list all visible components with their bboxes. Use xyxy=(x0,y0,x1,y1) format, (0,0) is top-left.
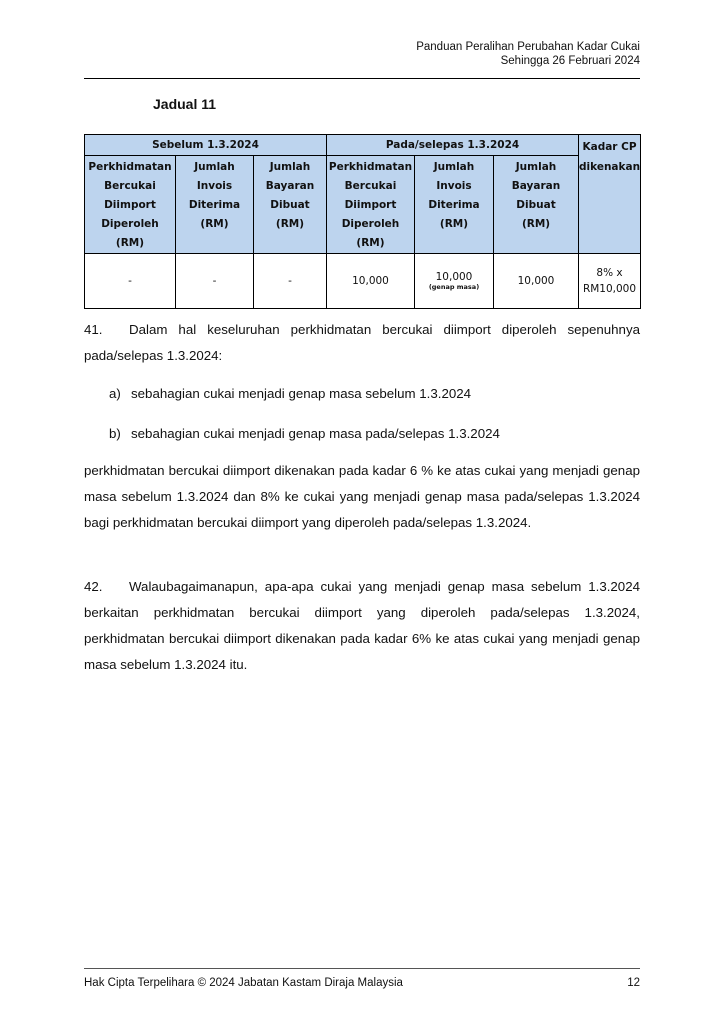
cell-after-payment: 10,000 xyxy=(494,254,579,309)
cell-before-payment: - xyxy=(254,254,327,309)
paragraph-41 xyxy=(84,317,640,369)
list-item-label: b) xyxy=(109,426,121,441)
cell-after-invoice xyxy=(415,254,494,309)
page-header xyxy=(416,40,640,68)
header-divider xyxy=(84,78,640,79)
group-header-before: Sebelum 1.3.2024 xyxy=(85,135,327,156)
cell-before-invoice: - xyxy=(176,254,254,309)
group-header-after: Pada/selepas 1.3.2024 xyxy=(327,135,579,156)
transition-table xyxy=(84,134,641,309)
cell-after-services: 10,000 xyxy=(327,254,415,309)
footer-copyright: Hak Cipta Terpelihara © 2024 Jabatan Kastam Diraja Malaysia xyxy=(84,977,403,989)
col-header-services-before: Perkhidmatan Bercukai Diimport Diperoleh (RM) xyxy=(85,156,176,254)
cell-rate: 8% x RM10,000 xyxy=(579,254,641,309)
footer-divider xyxy=(84,968,640,969)
paragraph-41-continued: perkhidmatan bercukai diimport dikenakan pada kadar 6 % ke atas cukai yang menjadi genap masa sebelum 1.3.2024 dan 8% ke cukai yang menjadi genap masa pada/selepas 1.3.2024 bagi perkhidmatan bercukai diimport yang diperoleh pada/selepas 1.3.2024. xyxy=(84,463,640,530)
rate-header: Kadar CP dikenakan xyxy=(579,135,641,254)
col-header-payment-before: Jumlah Bayaran Dibuat (RM) xyxy=(254,156,327,254)
col-header-invoice-after: Jumlah Invois Diterima (RM) xyxy=(415,156,494,254)
cell-before-services: - xyxy=(85,254,176,309)
table-row xyxy=(85,254,641,309)
paragraph-42 xyxy=(84,574,640,678)
paragraph-text: Dalam hal keseluruhan perkhidmatan bercukai diimport diperoleh sepenuhnya pada/selepas 1.3.2024: xyxy=(84,322,640,363)
list-item xyxy=(109,426,500,441)
header-title: Panduan Peralihan Perubahan Kadar Cukai xyxy=(416,41,640,53)
col-header-payment-after: Jumlah Bayaran Dibuat (RM) xyxy=(494,156,579,254)
paragraph-number: 41. xyxy=(84,322,103,337)
col-header-invoice-before: Jumlah Invois Diterima (RM) xyxy=(176,156,254,254)
col-header-services-after: Perkhidmatan Bercukai Diimport Diperoleh (RM) xyxy=(327,156,415,254)
paragraph-text: Walaubagaimanapun, apa-apa cukai yang menjadi genap masa sebelum 1.3.2024 berkaitan perkhidmatan bercukai diimport yang diperoleh pada/selepas 1.3.2024, perkhidmatan bercukai diimport dikenakan pada kadar 6% ke atas cukai yang menjadi genap masa sebelum 1.3.2024 itu. xyxy=(84,579,640,672)
list-item-label: a) xyxy=(109,386,121,401)
after-invoice-note: (genap masa) xyxy=(428,282,480,291)
paragraph-number: 42. xyxy=(84,579,103,594)
table-title: Jadual 11 xyxy=(153,96,217,112)
header-date: Sehingga 26 Februari 2024 xyxy=(500,55,640,67)
after-invoice-value: 10,000 xyxy=(435,270,473,283)
page-footer xyxy=(84,977,640,989)
list-item xyxy=(109,386,471,401)
page-number: 12 xyxy=(627,977,640,989)
list-item-text: sebahagian cukai menjadi genap masa pada/selepas 1.3.2024 xyxy=(131,426,500,441)
list-item-text: sebahagian cukai menjadi genap masa sebelum 1.3.2024 xyxy=(131,386,472,401)
